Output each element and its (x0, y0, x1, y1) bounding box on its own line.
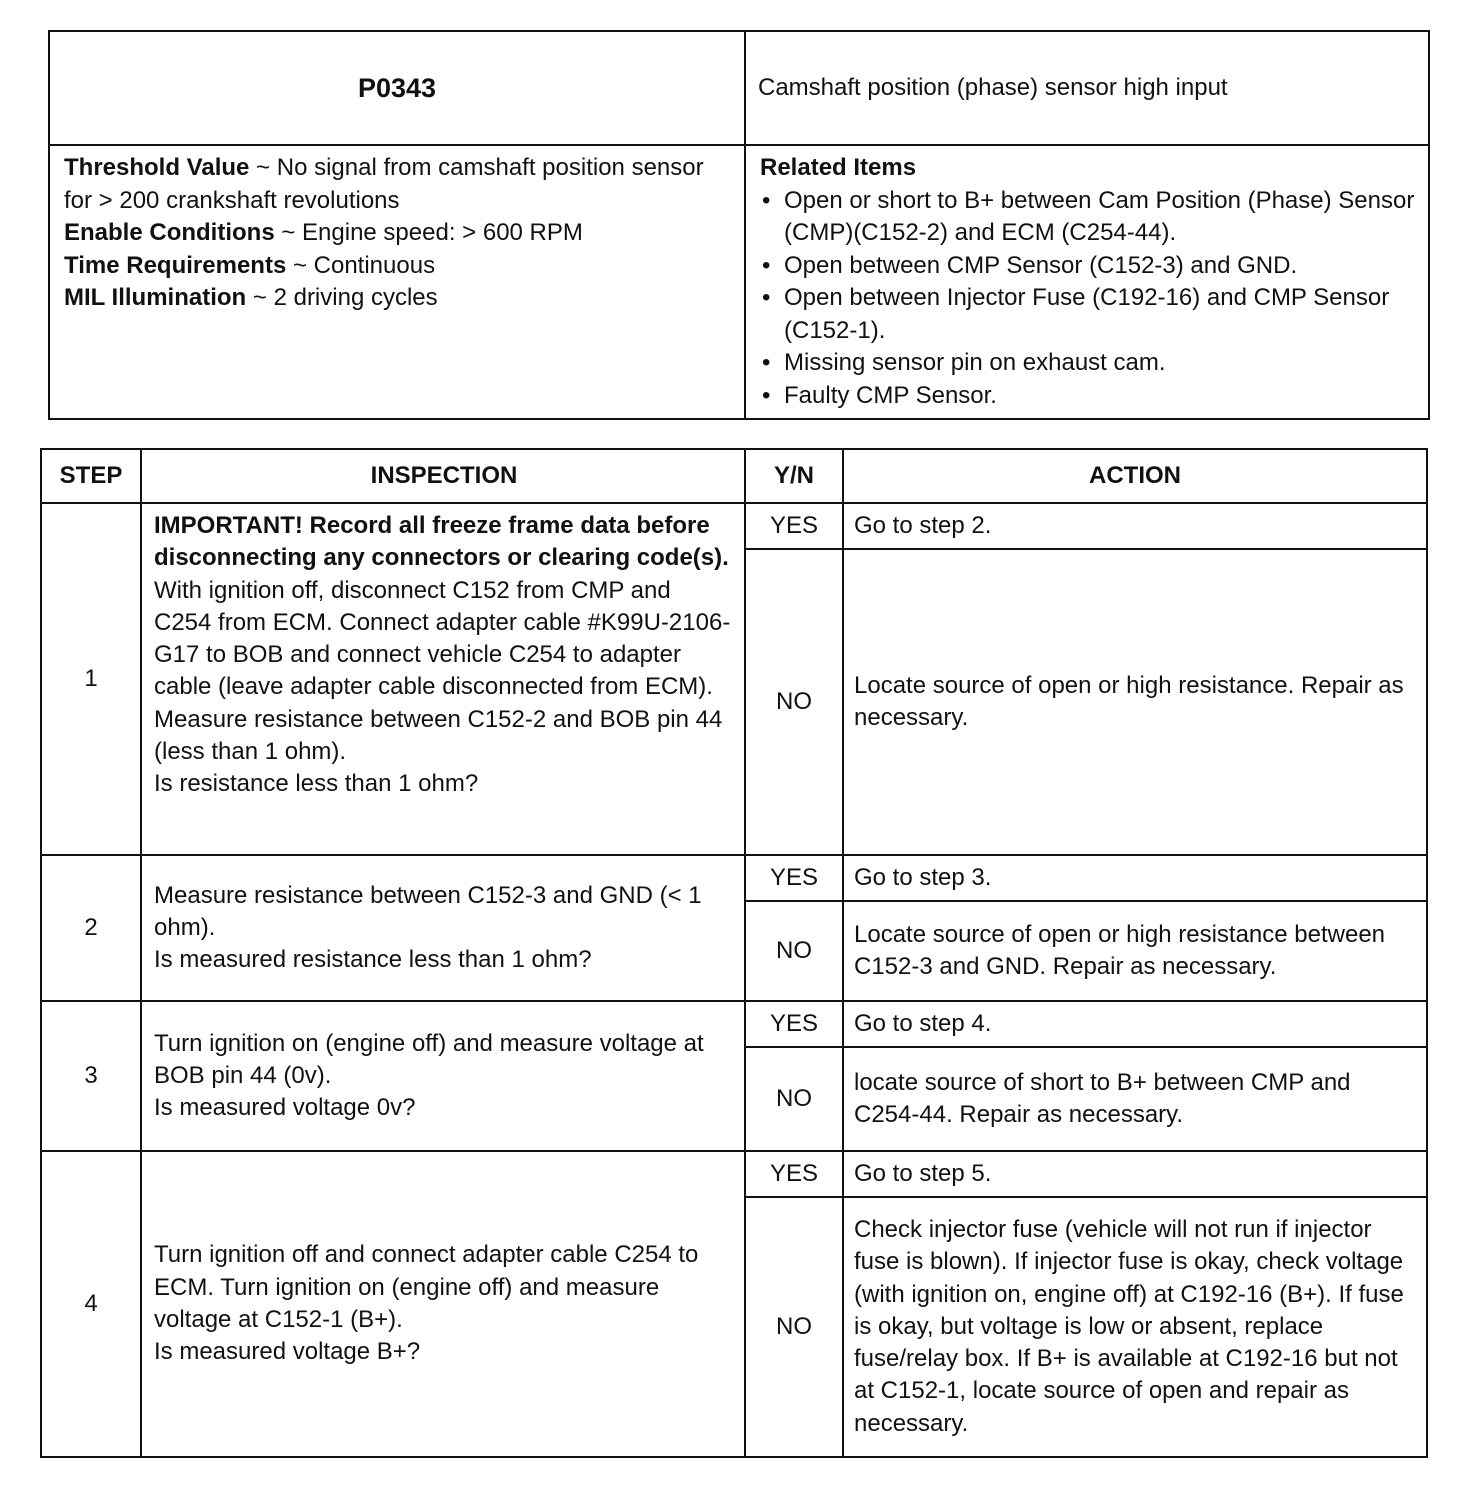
yes-action: Go to step 2. (843, 503, 1427, 549)
condition-label: Time Requirements (64, 251, 287, 279)
step-row-3-yes (41, 1001, 1427, 1047)
step-inspection (141, 1001, 745, 1151)
header-action: ACTION (843, 449, 1427, 503)
step-row-2-yes (41, 855, 1427, 901)
condition-label: Enable Conditions (64, 219, 275, 246)
related-item: • Open or short to B+ between Cam Position (Phase) Sensor (CMP)(C152-2) and ECM (C254-44). (760, 185, 1416, 250)
inspection-important-note: IMPORTANT! Record all freeze frame data before disconnecting any connectors or clearing code(s). (154, 512, 729, 572)
no-action: Locate source of open or high resistance. Repair as necessary. (843, 549, 1427, 855)
summary-detail-row (49, 145, 1429, 419)
step-inspection (141, 1151, 745, 1457)
step-row-1-yes (41, 503, 1427, 549)
no-label: NO (745, 1197, 843, 1457)
yes-label: YES (745, 503, 843, 549)
inspection-text: With ignition off, disconnect C152 from CMP and C254 from ECM. Connect adapter cable #K99U-2106-G17 to BOB and connect vehicle C254 to adapter cable (leave adapter cable disconnected from ECM). Measure resistance between C152-2 and BOB pin 44 (less than 1 ohm). (154, 576, 731, 766)
step-inspection (141, 855, 745, 1001)
no-label: NO (745, 549, 843, 855)
dtc-code: P0343 (49, 31, 745, 145)
no-action: Locate source of open or high resistance between C152-3 and GND. Repair as necessary. (843, 901, 1427, 1001)
yes-action: Go to step 5. (843, 1151, 1427, 1197)
condition-threshold (64, 152, 732, 217)
inspection-text: Turn ignition off and connect adapter cable C254 to ECM. Turn ignition on (engine off) and measure voltage at C152-1 (B+). (154, 1241, 699, 1333)
inspection-question: Is measured voltage B+? (154, 1338, 421, 1366)
condition-separator: ~ (286, 251, 314, 279)
condition-separator: ~ (274, 219, 303, 246)
condition-separator: ~ (249, 154, 277, 181)
step-number: 4 (41, 1151, 141, 1457)
inspection-question: Is measured resistance less than 1 ohm? (154, 946, 592, 974)
related-items-title: Related Items (760, 154, 917, 181)
related-item: • Faulty CMP Sensor. (760, 380, 1416, 413)
inspection-text: Measure resistance between C152-3 and GND (< 1 ohm). (154, 881, 702, 941)
no-label: NO (745, 1047, 843, 1151)
condition-enable (64, 217, 732, 250)
steps-header-row (41, 449, 1427, 503)
step-number: 2 (41, 855, 141, 1001)
yes-label: YES (745, 1001, 843, 1047)
dtc-description: Camshaft position (phase) sensor high input (745, 31, 1429, 145)
header-yn: Y/N (745, 449, 843, 503)
no-label: NO (745, 901, 843, 1001)
step-row-4-yes (41, 1151, 1427, 1197)
condition-value: 2 driving cycles (273, 284, 438, 311)
related-items-cell (745, 145, 1429, 419)
condition-label: Threshold Value (64, 154, 250, 181)
related-item: • Open between CMP Sensor (C152-3) and GND. (760, 250, 1416, 283)
condition-value: Engine speed: > 600 RPM (302, 219, 583, 246)
no-action: Check injector fuse (vehicle will not run if injector fuse is blown). If injector fuse is okay, check voltage (with ignition on, engine off) at C192-16 (B+). If fuse is okay, but voltage is low or absent, replace fuse/relay box. If B+ is available at C192-16 but not at C152-1, locate source of open and repair as necessary. (843, 1197, 1427, 1457)
step-inspection (141, 503, 745, 855)
step-number: 1 (41, 503, 141, 855)
condition-value: Continuous (313, 251, 436, 279)
conditions-cell (49, 145, 745, 419)
dtc-summary-table (48, 30, 1430, 420)
yes-label: YES (745, 855, 843, 901)
header-step: STEP (41, 449, 141, 503)
no-action: locate source of short to B+ between CMP and C254-44. Repair as necessary. (843, 1047, 1427, 1151)
summary-header-row (49, 31, 1429, 145)
yes-action: Go to step 3. (843, 855, 1427, 901)
inspection-question: Is measured voltage 0v? (154, 1094, 416, 1122)
related-item: • Open between Injector Fuse (C192-16) and CMP Sensor (C152-1). (760, 282, 1416, 347)
step-number: 3 (41, 1001, 141, 1151)
yes-action: Go to step 4. (843, 1001, 1427, 1047)
diagnostic-steps-table (40, 448, 1428, 1458)
condition-mil (64, 282, 732, 315)
header-inspection: INSPECTION (141, 449, 745, 503)
inspection-text: Turn ignition on (engine off) and measure voltage at BOB pin 44 (0v). (154, 1029, 704, 1089)
related-item: • Missing sensor pin on exhaust cam. (760, 347, 1416, 380)
yes-label: YES (745, 1151, 843, 1197)
condition-separator: ~ (246, 284, 274, 311)
condition-label: MIL Illumination (64, 284, 247, 311)
condition-value: No signal from camshaft position sensor for > 200 crankshaft revolutions (64, 154, 704, 214)
inspection-question: Is resistance less than 1 ohm? (154, 770, 479, 798)
condition-time (64, 250, 732, 283)
related-items-list (760, 185, 1416, 413)
